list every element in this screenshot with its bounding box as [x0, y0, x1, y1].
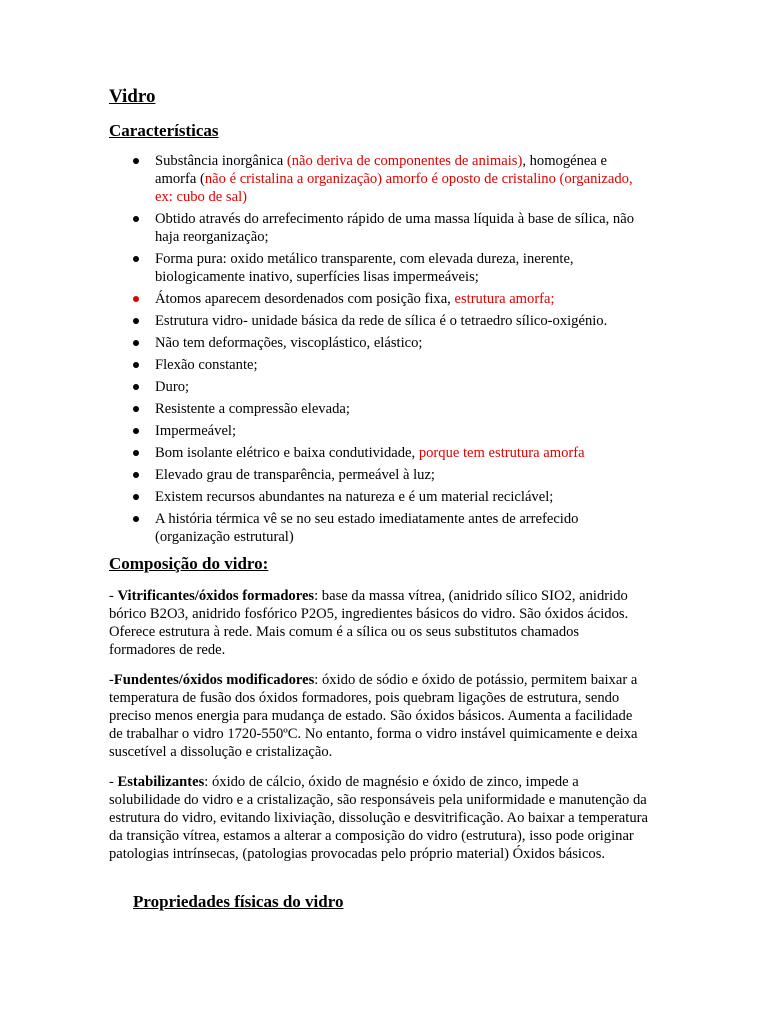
section-heading-propriedades: Propriedades físicas do vidro	[133, 892, 344, 911]
term-estabilizantes: Estabilizantes	[117, 774, 205, 790]
item-text: Elevado grau de transparência, permeável à luz;	[155, 467, 435, 483]
bullet-icon	[133, 384, 139, 390]
paragraph-prefix: -	[109, 588, 118, 604]
list-item	[130, 356, 650, 374]
bullet-icon	[133, 494, 139, 500]
composition-paragraph-fundentes	[109, 671, 649, 761]
term-fundentes: Fundentes/óxidos modificadores	[113, 672, 315, 688]
item-text: Não tem deformações, viscoplástico, elástico;	[155, 335, 423, 351]
bullet-icon	[133, 340, 139, 346]
item-text: Flexão constante;	[155, 357, 258, 373]
item-text: Impermeável;	[155, 423, 237, 439]
bullet-icon	[133, 406, 139, 412]
list-item	[130, 400, 650, 418]
item-text: Obtido através do arrefecimento rápido de uma massa líquida à base de sílica, não haja reorganização;	[155, 211, 634, 245]
annotation-text: porque tem estrutura amorfa	[418, 445, 585, 461]
annotation-text: não é cristalina a organização) amorfo é oposto de cristalino (organizado, ex: cubo de sal)	[155, 171, 633, 205]
list-item	[130, 290, 650, 308]
item-text: Duro;	[155, 379, 190, 395]
list-item	[130, 466, 650, 484]
bullet-icon	[133, 216, 139, 222]
list-item	[130, 250, 650, 286]
bullet-icon	[133, 158, 139, 164]
characteristics-list	[130, 152, 650, 550]
bullet-icon	[133, 362, 139, 368]
page-title: Vidro	[109, 86, 156, 107]
list-item	[130, 210, 650, 246]
term-vitrificantes: Vitrificantes/óxidos formadores	[117, 588, 315, 604]
paragraph-prefix: -	[109, 774, 118, 790]
list-item	[130, 444, 650, 462]
item-text: Estrutura vidro- unidade básica da rede de sílica é o tetraedro sílico-oxigénio.	[155, 313, 608, 329]
list-item	[130, 334, 650, 352]
paragraph-text: : base da massa vítrea, (anidrido sílico SIO2, anidrido bórico B2O3, anidrido fosfórico P2O5, ingredientes básicos do vidro. São óxidos ácidos. Oferece estrutura à rede. Mais comum é a sílica ou os seus substitutos chamados formadores de rede.	[109, 588, 629, 658]
annotation-text: (não deriva de componentes de animais)	[286, 153, 523, 169]
paragraph-text: : óxido de sódio e óxido de potássio, permitem baixar a temperatura de fusão dos óxidos formadores, pois quebram ligações de estrutura, sendo preciso menos energia para mudança de estado. São óxidos básicos. Aumenta a facilidade de trabalhar o vidro 1720-550ºC. No entanto, forma o vidro instável quimicamente e deixa suscetível a dissolução e cristalização.	[109, 672, 638, 760]
bullet-icon	[133, 516, 139, 522]
list-item	[130, 488, 650, 506]
item-text: Substância inorgânica	[155, 153, 287, 169]
bullet-icon	[133, 318, 139, 324]
bullet-icon	[133, 428, 139, 434]
bullet-icon	[133, 256, 139, 262]
annotation-text: estrutura amorfa;	[454, 291, 555, 307]
item-text: A história térmica vê se no seu estado imediatamente antes de arrefecido (organização estrutural)	[155, 511, 579, 545]
item-text: Átomos aparecem desordenados com posição fixa,	[155, 291, 455, 307]
bullet-icon	[133, 450, 139, 456]
bullet-icon	[133, 472, 139, 478]
paragraph-prefix: -	[109, 672, 114, 688]
composition-paragraph-estabilizantes	[109, 773, 649, 863]
list-item	[130, 152, 650, 206]
list-item	[130, 312, 650, 330]
bullet-icon	[133, 296, 139, 302]
section-heading-caracteristicas: Características	[109, 121, 219, 140]
item-text: Resistente a compressão elevada;	[155, 401, 350, 417]
list-item	[130, 422, 650, 440]
paragraph-text: : óxido de cálcio, óxido de magnésio e óxido de zinco, impede a solubilidade do vidro e a cristalização, são responsáveis pela uniformidade e manutenção da estrutura do vidro, evitando lixiviação, dissolução e desvitrificação. Ao baixar a temperatura da transição vítrea, estamos a alterar a composição do vidro (estrutura), isso pode originar patologias intrínsecas, (patologias provocadas pelo próprio material) Óxidos básicos.	[109, 774, 648, 862]
item-text: Existem recursos abundantes na natureza e é um material reciclável;	[155, 489, 554, 505]
list-item	[130, 510, 650, 546]
item-text: Bom isolante elétrico e baixa condutividade,	[155, 445, 419, 461]
composition-paragraph-vitrificantes	[109, 587, 649, 659]
item-text: Forma pura: oxido metálico transparente, com elevada dureza, inerente, biologicamente inativo, superfícies lisas impermeáveis;	[155, 251, 574, 285]
item-text: , homogénea e amorfa (	[155, 153, 608, 187]
list-item	[130, 378, 650, 396]
section-heading-composicao: Composição do vidro:	[109, 554, 269, 573]
